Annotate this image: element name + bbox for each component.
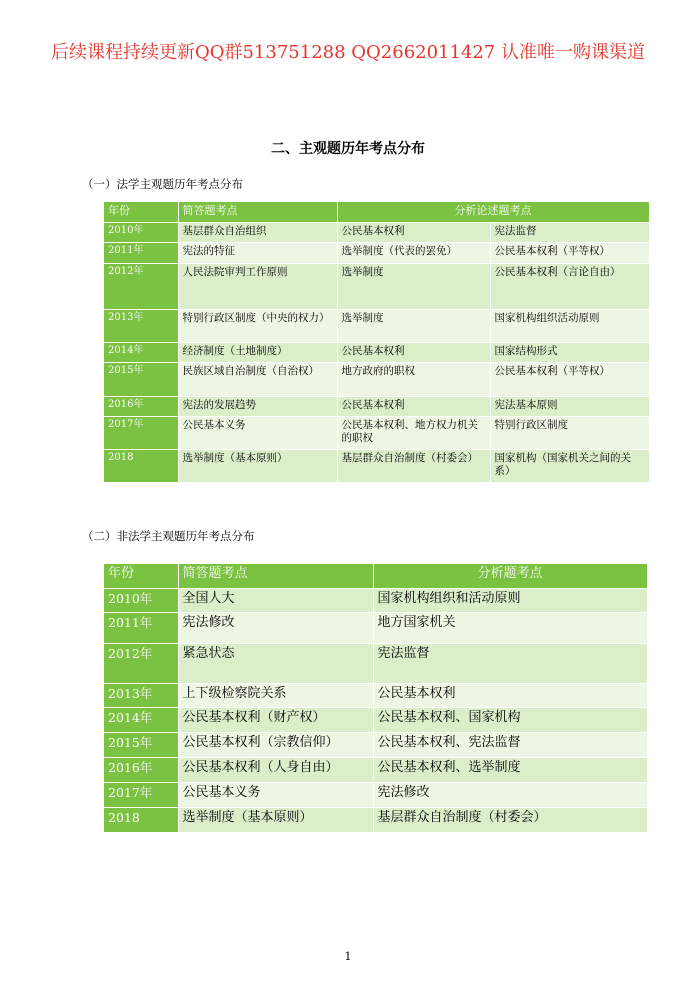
row-year: 2014年 [104, 342, 178, 362]
row-year: 2014年 [104, 707, 178, 732]
row-analysis-1: 公民基本权利 [337, 396, 490, 416]
table-row [104, 263, 649, 309]
row-year: 2011年 [104, 612, 178, 643]
table-header-row [104, 202, 649, 222]
table-row [104, 342, 649, 362]
table-row [104, 807, 647, 832]
row-short: 公民基本权利（宗教信仰） [178, 732, 373, 757]
row-short: 公民基本义务 [178, 416, 337, 449]
row-analysis-2: 国家结构形式 [490, 342, 649, 362]
row-analysis-1: 选举制度（代表的罢免） [337, 242, 490, 263]
row-year: 2018 [104, 449, 178, 482]
row-analysis-2: 宪法监督 [490, 222, 649, 242]
table-row [104, 416, 649, 449]
row-year: 2013年 [104, 683, 178, 707]
row-analysis-2: 公民基本权利（平等权） [490, 362, 649, 396]
page-number: 1 [344, 950, 352, 963]
row-year: 2015年 [104, 732, 178, 757]
row-analysis-1: 选举制度 [337, 263, 490, 309]
header-analysis: 分析题考点 [373, 564, 647, 588]
table-row [104, 757, 647, 782]
row-short: 公民基本义务 [178, 782, 373, 807]
row-analysis: 国家机构组织和活动原则 [373, 588, 647, 612]
table-row [104, 707, 647, 732]
row-analysis-1: 地方政府的职权 [337, 362, 490, 396]
row-year: 2013年 [104, 309, 178, 342]
row-analysis-2: 国家机构组织活动原则 [490, 309, 649, 342]
table-row [104, 449, 649, 482]
row-analysis-1: 公民基本权利 [337, 342, 490, 362]
row-year: 2017年 [104, 416, 178, 449]
table-row [104, 222, 649, 242]
header-analysis: 分析论述题考点 [337, 202, 649, 222]
row-analysis-1: 公民基本权利、地方权力机关的职权 [337, 416, 490, 449]
row-analysis: 地方国家机关 [373, 612, 647, 643]
nonlaw-exam-table [104, 564, 648, 833]
section1-heading: （一）法学主观题历年考点分布 [82, 177, 243, 191]
row-analysis-1: 选举制度 [337, 309, 490, 342]
promo-banner: 后续课程持续更新QQ群513751288 QQ2662011427 认准唯一购课渠道 [50, 42, 646, 63]
table-row [104, 588, 647, 612]
row-short: 基层群众自治组织 [178, 222, 337, 242]
header-short-answer: 简答题考点 [178, 564, 373, 588]
row-analysis: 宪法监督 [373, 643, 647, 683]
row-analysis: 公民基本权利、国家机构 [373, 707, 647, 732]
row-short: 选举制度（基本原则） [178, 449, 337, 482]
table-header-row [104, 564, 647, 588]
row-analysis: 基层群众自治制度（村委会） [373, 807, 647, 832]
row-year: 2010年 [104, 222, 178, 242]
row-year: 2016年 [104, 757, 178, 782]
row-short: 全国人大 [178, 588, 373, 612]
table-row [104, 732, 647, 757]
table-row [104, 309, 649, 342]
row-year: 2015年 [104, 362, 178, 396]
row-analysis: 公民基本权利、选举制度 [373, 757, 647, 782]
row-short: 公民基本权利（财产权） [178, 707, 373, 732]
row-short: 宪法的发展趋势 [178, 396, 337, 416]
row-year: 2017年 [104, 782, 178, 807]
header-year: 年份 [104, 564, 178, 588]
row-year: 2010年 [104, 588, 178, 612]
row-short: 紧急状态 [178, 643, 373, 683]
row-year: 2016年 [104, 396, 178, 416]
row-short: 人民法院审判工作原则 [178, 263, 337, 309]
row-year: 2018 [104, 807, 178, 832]
section2-heading: （二）非法学主观题历年考点分布 [82, 529, 255, 543]
row-short: 特别行政区制度（中央的权力） [178, 309, 337, 342]
row-analysis-2: 公民基本权利（言论自由） [490, 263, 649, 309]
row-year: 2012年 [104, 643, 178, 683]
table-row [104, 782, 647, 807]
row-analysis-2: 公民基本权利（平等权） [490, 242, 649, 263]
row-analysis-2: 宪法基本原则 [490, 396, 649, 416]
header-short-answer: 简答题考点 [178, 202, 337, 222]
row-analysis: 公民基本权利 [373, 683, 647, 707]
row-analysis: 公民基本权利、宪法监督 [373, 732, 647, 757]
page-title: 二、主观题历年考点分布 [271, 141, 425, 157]
table-row [104, 612, 647, 643]
table-row [104, 643, 647, 683]
row-analysis-2: 特别行政区制度 [490, 416, 649, 449]
table-row [104, 242, 649, 263]
header-year: 年份 [104, 202, 178, 222]
row-year: 2011年 [104, 242, 178, 263]
row-analysis: 宪法修改 [373, 782, 647, 807]
table-row [104, 362, 649, 396]
law-exam-table [104, 202, 650, 483]
row-short: 宪法修改 [178, 612, 373, 643]
row-short: 上下级检察院关系 [178, 683, 373, 707]
row-short: 民族区域自治制度（自治权） [178, 362, 337, 396]
row-analysis-1: 基层群众自治制度（村委会） [337, 449, 490, 482]
row-short: 公民基本权利（人身自由） [178, 757, 373, 782]
row-short: 经济制度（土地制度） [178, 342, 337, 362]
row-short: 选举制度（基本原则） [178, 807, 373, 832]
row-analysis-2: 国家机构（国家机关之间的关系） [490, 449, 649, 482]
row-year: 2012年 [104, 263, 178, 309]
table-row [104, 396, 649, 416]
table-row [104, 683, 647, 707]
row-analysis-1: 公民基本权利 [337, 222, 490, 242]
row-short: 宪法的特征 [178, 242, 337, 263]
